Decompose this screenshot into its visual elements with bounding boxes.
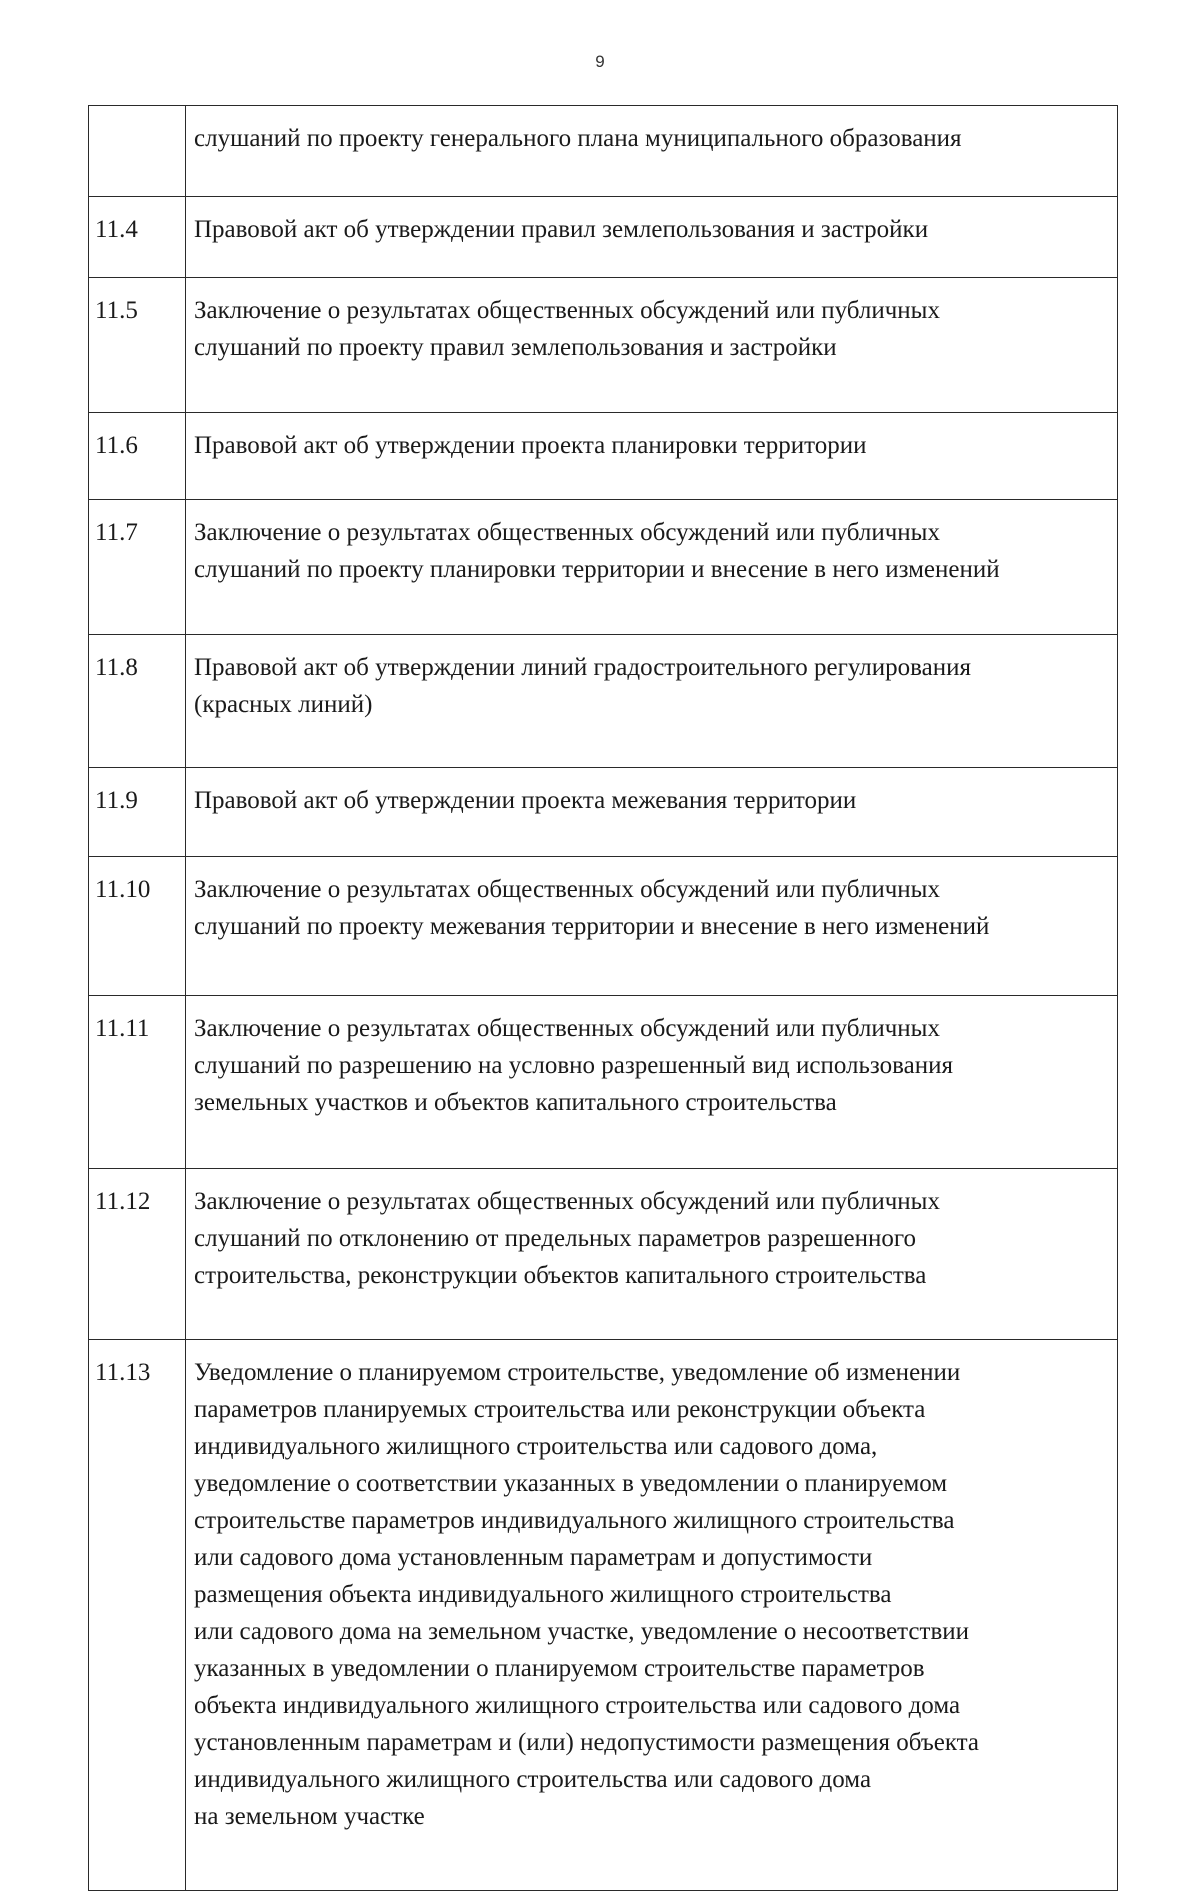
row-number <box>89 106 186 197</box>
text-line: Правовой акт об утверждении проекта планировки территории <box>194 432 867 459</box>
row-text <box>186 1340 1118 1891</box>
text-line: строительстве параметров индивидуального жилищного строительства <box>194 1507 955 1534</box>
text-line: размещения объекта индивидуального жилищного строительства <box>194 1581 892 1608</box>
table-row <box>89 1169 1118 1340</box>
row-text <box>186 996 1118 1169</box>
row-number: 11.13 <box>89 1340 186 1891</box>
row-number: 11.12 <box>89 1169 186 1340</box>
row-text <box>186 106 1118 197</box>
row-number: 11.9 <box>89 768 186 857</box>
text-line: Уведомление о планируемом строительстве, уведомление об изменении <box>194 1359 961 1386</box>
text-line: Правовой акт об утверждении правил землепользования и застройки <box>194 216 929 243</box>
text-line: Заключение о результатах общественных обсуждений или публичных <box>194 297 940 324</box>
text-line: слушаний по проекту межевания территории и внесение в него изменений <box>194 913 990 940</box>
text-line: параметров планируемых строительства или реконструкции объекта <box>194 1396 926 1423</box>
text-line: индивидуального жилищного строительства или садового дома, <box>194 1433 878 1460</box>
text-line: слушаний по проекту правил землепользования и застройки <box>194 334 837 361</box>
row-number: 11.5 <box>89 278 186 413</box>
row-text <box>186 278 1118 413</box>
text-line: Заключение о результатах общественных обсуждений или публичных <box>194 876 940 903</box>
table-row <box>89 500 1118 635</box>
text-line: объекта индивидуального жилищного строительства или садового дома <box>194 1692 961 1719</box>
text-line: земельных участков и объектов капитального строительства <box>194 1089 837 1116</box>
text-line: слушаний по проекту генерального плана муниципального образования <box>194 125 962 152</box>
text-line: индивидуального жилищного строительства или садового дома <box>194 1766 872 1793</box>
text-line: (красных линий) <box>194 691 373 718</box>
text-line: Заключение о результатах общественных обсуждений или публичных <box>194 519 940 546</box>
text-line: уведомление о соответствии указанных в уведомлении о планируемом <box>194 1470 948 1497</box>
table-row <box>89 635 1118 768</box>
table-row <box>89 768 1118 857</box>
row-number: 11.7 <box>89 500 186 635</box>
text-line: строительства, реконструкции объектов капитального строительства <box>194 1262 927 1289</box>
table-row <box>89 857 1118 996</box>
text-line: указанных в уведомлении о планируемом строительстве параметров <box>194 1655 925 1682</box>
text-line: слушаний по разрешению на условно разрешенный вид использования <box>194 1052 953 1079</box>
text-line: слушаний по отклонению от предельных параметров разрешенного <box>194 1225 916 1252</box>
row-text <box>186 197 1118 278</box>
row-text <box>186 857 1118 996</box>
row-text <box>186 635 1118 768</box>
table-row <box>89 278 1118 413</box>
row-text <box>186 500 1118 635</box>
text-line: слушаний по проекту планировки территории и внесение в него изменений <box>194 556 1000 583</box>
text-line: Заключение о результатах общественных обсуждений или публичных <box>194 1188 940 1215</box>
page-number: 9 <box>595 52 605 71</box>
text-line: или садового дома установленным параметрам и допустимости <box>194 1544 873 1571</box>
text-line: Правовой акт об утверждении проекта межевания территории <box>194 787 857 814</box>
document-table <box>88 105 1118 1891</box>
row-text <box>186 768 1118 857</box>
table-row <box>89 1340 1118 1891</box>
text-line: Заключение о результатах общественных обсуждений или публичных <box>194 1015 940 1042</box>
table-row <box>89 996 1118 1169</box>
row-text <box>186 413 1118 500</box>
table-row <box>89 197 1118 278</box>
table-row <box>89 106 1118 197</box>
row-number: 11.11 <box>89 996 186 1169</box>
text-line: установленным параметрам и (или) недопустимости размещения объекта <box>194 1729 980 1756</box>
text-line: или садового дома на земельном участке, уведомление о несоответствии <box>194 1618 969 1645</box>
row-number: 11.10 <box>89 857 186 996</box>
text-line: на земельном участке <box>194 1803 425 1830</box>
row-number: 11.6 <box>89 413 186 500</box>
text-line: Правовой акт об утверждении линий градостроительного регулирования <box>194 654 971 681</box>
row-number: 11.8 <box>89 635 186 768</box>
row-number: 11.4 <box>89 197 186 278</box>
table-row <box>89 413 1118 500</box>
row-text <box>186 1169 1118 1340</box>
